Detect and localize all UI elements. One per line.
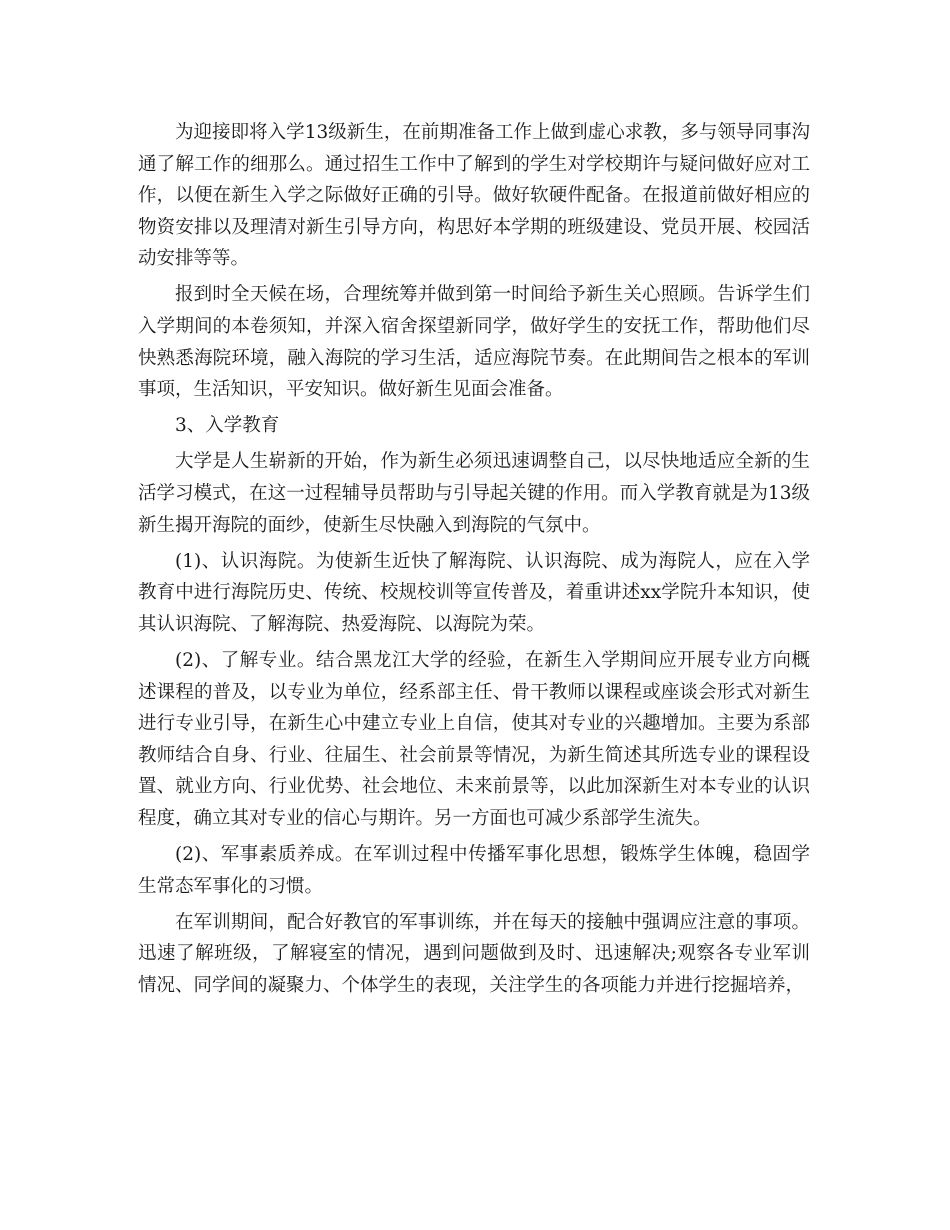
section-heading-enrollment-education: 3、入学教育	[175, 415, 280, 437]
paragraph-registration: 报到时全天候在场，合理统筹并做到第一时间给予新生关心照顾。告诉学生们入学期间的本卷须知，并深入宿舍探望新同学，做好学生的安抚工作，帮助他们尽快熟悉海院环境，融入海院的学习生活，适应海院节奏。在此期间告之根本的军训事项，生活知识，平安知识。做好新生见面会准备。	[138, 284, 810, 401]
paragraph-preparation: 为迎接即将入学13级新生，在前期准备工作上做到虚心求教，多与领导同事沟通了解工作的细那么。通过招生工作中了解到的学生对学校期许与疑问做好应对工作，以便在新生入学之际做好正确的引导。做好软硬件配备。在报道前做好相应的物资安排以及理清对新生引导方向，构思好本学期的班级建设、党员开展、校园活动安排等等。	[138, 122, 810, 270]
paragraph-military-quality: (2)、军事素质养成。在军训过程中传播军事化思想，锻炼学生体魄，稳固学生常态军事化的习惯。	[138, 844, 810, 897]
paragraph-military-training: 在军训期间，配合好教官的军事训练，并在每天的接触中强调应注意的事项。迅速了解班级，了解寝室的情况，遇到问题做到及时、迅速解决;观察各专业军训情况、同学间的凝聚力、个体学生的表现，关注学生的各项能力并进行挖掘培养，	[138, 911, 810, 996]
paragraph-university-intro: 大学是人生崭新的开始，作为新生必须迅速调整自己，以尽快地适应全新的生活学习模式，在这一过程辅导员帮助与引导起关键的作用。而入学教育就是为13级新生揭开海院的面纱，使新生尽快融入到海院的气氛中。	[138, 451, 810, 536]
paragraph-know-haiyuan: (1)、认识海院。为使新生近快了解海院、认识海院、成为海院人，应在入学教育中进行海院历史、传统、校规校训等宣传普及，着重讲述xx学院升本知识，使其认识海院、了解海院、热爱海院、以海院为荣。	[138, 550, 810, 635]
document-body	[138, 117, 810, 1006]
paragraph-know-major: (2)、了解专业。结合黑龙江大学的经验，在新生入学期间应开展专业方向概述课程的普及，以专业为单位，经系部主任、骨干教师以课程或座谈会形式对新生进行专业引导，在新生心中建立专业上自信，使其对专业的兴趣增加。主要为系部教师结合自身、行业、往届生、社会前景等情况，为新生简述其所选专业的课程设置、就业方向、行业优势、社会地位、未来前景等，以此加深新生对本专业的认识程度，确立其对专业的信心与期许。另一方面也可减少系部学生流失。	[138, 650, 810, 829]
